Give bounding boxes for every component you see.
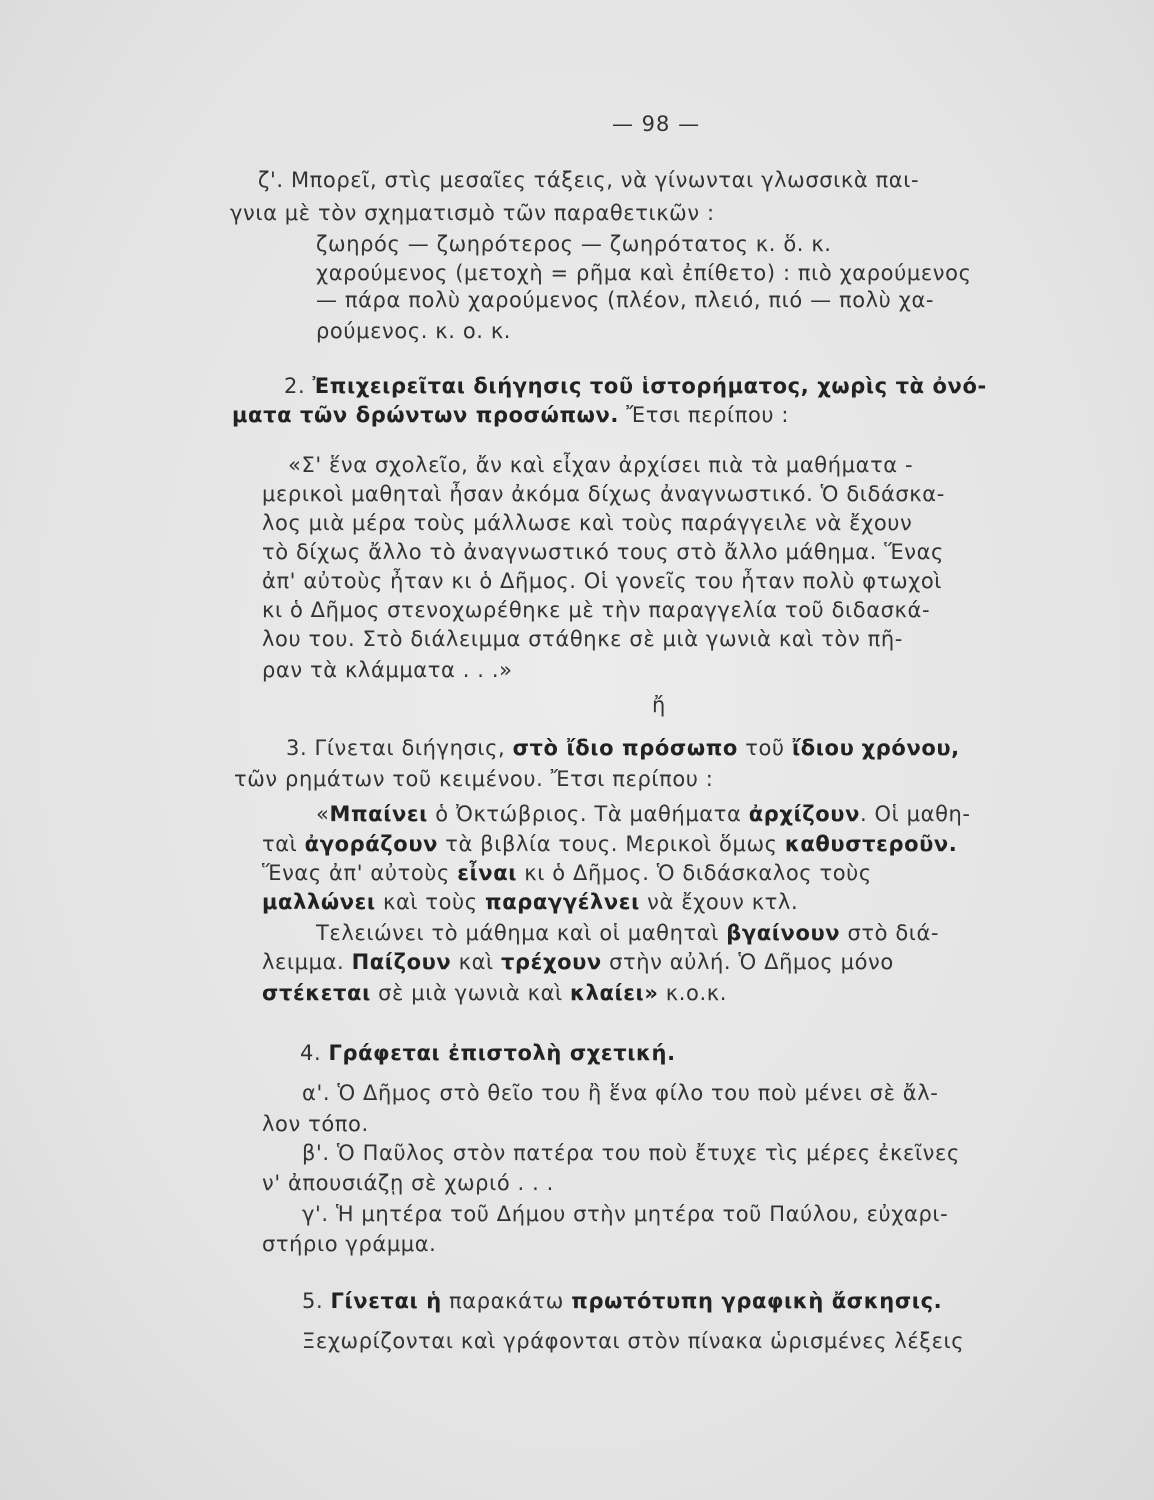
section-4-line-5: γ'. Ἡ μητέρα τοῦ Δήμου στὴν μητέρα τοῦ Παύλου, εὐχαρι- bbox=[302, 1202, 949, 1226]
section-4-number: 4. bbox=[300, 1041, 322, 1065]
q2-verb-2: καθυστεροῦν. bbox=[784, 832, 958, 856]
paragraph-zeta-line-5: — πάρα πολὺ χαρούμενος (πλέον, πλειό, πιό — πολὺ χα- bbox=[316, 288, 935, 312]
section-2-quote-line-3: λος μιὰ μέρα τοὺς μάλλωσε καὶ τοὺς παράγγειλε νὰ ἔχουν bbox=[262, 511, 913, 535]
q5-text-3: στὸ διά- bbox=[840, 921, 940, 945]
section-2-quote-line-5: ἀπ' αὐτοὺς ἦταν κι ὁ Δῆμος. Οἱ γονεῖς του ἦταν πολὺ φτωχοὶ bbox=[262, 569, 943, 593]
paragraph-zeta-line-6: ρούμενος. κ. ο. κ. bbox=[316, 319, 512, 343]
q3-verb: εἶναι bbox=[457, 861, 518, 885]
q1-verb-2: ἀρχίζουν bbox=[748, 802, 860, 826]
q4-text-2: νὰ ἔχουν κτλ. bbox=[639, 890, 799, 914]
q2-verb-1: ἀγοράζουν bbox=[304, 832, 439, 856]
q3-text-2: κι ὁ Δῆμος. Ὁ διδάσκαλος τοὺς bbox=[517, 861, 872, 885]
q6-text-2: καὶ bbox=[451, 950, 502, 974]
section-2-quote-line-1: «Σ' ἕνα σχολεῖο, ἄν καὶ εἶχαν ἀρχίσει πιὰ τὰ μαθήματα - bbox=[288, 453, 914, 477]
section-3-quote-line-1 bbox=[316, 804, 971, 825]
q7-text-1: σὲ μιὰ γωνιὰ καὶ bbox=[370, 981, 571, 1005]
section-3-line-1 bbox=[286, 738, 960, 759]
section-3-bold-3: χρόνου, bbox=[861, 736, 960, 760]
paragraph-zeta-line-2: γνια μὲ τὸν σχηματισμὸ τῶν παραθετικῶν : bbox=[230, 201, 715, 225]
section-4-line-2: λον τόπο. bbox=[262, 1112, 369, 1136]
section-2-heading-tail: Ἔτσι περίπου : bbox=[626, 403, 790, 427]
section-5-heading-bold-2: πρωτότυπη γραφικὴ ἄσκησις. bbox=[571, 1289, 943, 1313]
q4-verb-1: μαλλώνει bbox=[262, 890, 376, 914]
section-3-quote-line-6 bbox=[262, 952, 894, 973]
section-4-heading bbox=[300, 1043, 676, 1064]
q6-verb-2: τρέχουν bbox=[501, 950, 602, 974]
section-2-heading-bold-2: ματα τῶν δρώντων προσώπων. bbox=[232, 403, 619, 427]
q5-verb: βγαίνουν bbox=[726, 921, 841, 945]
section-4-line-3: β'. Ὁ Παῦλος στὸν πατέρα του ποὺ ἔτυχε τὶς μέρες ἐκεῖνες bbox=[302, 1141, 960, 1165]
q7-text-2: κ.ο.κ. bbox=[658, 981, 728, 1005]
q7-verb-1: στέκεται bbox=[262, 981, 371, 1005]
paragraph-zeta-line-3: ζωηρός — ζωηρότερος — ζωηρότατος κ. ὅ. κ. bbox=[316, 232, 832, 256]
section-3-quote-line-4 bbox=[262, 892, 798, 913]
q3-text-1: Ἕνας ἀπ' αὐτοὺς bbox=[262, 861, 458, 885]
q1-open: « bbox=[316, 802, 330, 826]
section-3-quote-line-2 bbox=[262, 834, 957, 855]
q4-text-1: καὶ τοὺς bbox=[375, 890, 486, 914]
q1-text-2: . Οἱ μαθη- bbox=[860, 802, 971, 826]
section-2-quote-line-7: λου του. Στὸ διάλειμμα στάθηκε σὲ μιὰ γωνιὰ καὶ τὸν πῆ- bbox=[262, 627, 903, 651]
section-3-bold-1: στὸ ἴδιο πρόσωπο bbox=[512, 736, 738, 760]
alternative-separator: ἤ bbox=[652, 693, 666, 717]
section-2-heading-bold-1: Ἐπιχειρεῖται διήγησις τοῦ ἱστορήματος, χωρὶς τὰ ὀνό- bbox=[312, 374, 987, 398]
section-4-line-6: στήριο γράμμα. bbox=[262, 1232, 437, 1256]
q1-verb-1: Μπαίνει bbox=[329, 802, 428, 826]
section-5-heading-mid: παρακάτω bbox=[449, 1289, 564, 1313]
q7-verb-2: κλαίει» bbox=[570, 981, 659, 1005]
section-5-line-2: Ξεχωρίζονται καὶ γράφονται στὸν πίνακα ὡρισμένες λέξεις bbox=[302, 1329, 965, 1353]
q5-text-2: τὸ μάθημα καὶ οἱ μαθηταὶ bbox=[424, 921, 727, 945]
section-2-quote-line-8: ραν τὰ κλάμματα . . .» bbox=[262, 658, 513, 682]
section-3-quote-line-3 bbox=[262, 863, 872, 884]
section-3-lead: Γίνεται διήγησις, bbox=[314, 736, 506, 760]
q6-verb-1: Παίζουν bbox=[351, 950, 452, 974]
section-5-number: 5. bbox=[302, 1289, 324, 1313]
section-2-heading-line-1 bbox=[284, 376, 987, 397]
page-number: — 98 — bbox=[612, 112, 701, 136]
section-2-quote-line-2: μερικοὶ μαθηταὶ ἦσαν ἀκόμα δίχως ἀναγνωστικό. Ὁ διδάσκα- bbox=[262, 482, 945, 506]
section-5-heading-bold-1: Γίνεται ἡ bbox=[330, 1289, 442, 1313]
section-3-bold-2: ἴδιου bbox=[791, 736, 855, 760]
section-2-quote-line-4: τὸ δίχως ἄλλο τὸ ἀναγνωστικό τους στὸ ἄλλο μάθημα. Ἕνας bbox=[262, 540, 944, 564]
section-2-quote-line-6: κι ὁ Δῆμος στενοχωρέθηκε μὲ τὴν παραγγελία τοῦ διδασκά- bbox=[262, 598, 931, 622]
q6-text-3: στὴν αὐλή. Ὁ Δῆμος μόνο bbox=[601, 950, 894, 974]
section-2-number: 2. bbox=[284, 374, 306, 398]
section-4-heading-text: Γράφεται ἐπιστολὴ σχετική. bbox=[328, 1041, 676, 1065]
q5-text-1: Τελειώνει bbox=[316, 921, 425, 945]
section-2-heading-line-2 bbox=[232, 405, 789, 426]
section-5-heading bbox=[302, 1291, 942, 1312]
section-4-line-1: α'. Ὁ Δῆμος στὸ θεῖο του ἢ ἕνα φίλο του ποὺ μένει σὲ ἄλ- bbox=[302, 1081, 939, 1105]
q6-text-1: λειμμα. bbox=[262, 950, 352, 974]
section-4-line-4: ν' ἀπουσιάζῃ σὲ χωριό . . . bbox=[262, 1171, 554, 1195]
q2-text-2: τὰ βιβλία τους. Μερικοὶ ὅμως bbox=[438, 832, 785, 856]
paragraph-zeta-line-1: ζ'. Μπορεῖ, στὶς μεσαῖες τάξεις, νὰ γίνωνται γλωσσικὰ παι- bbox=[258, 168, 920, 192]
section-3-quote-line-7 bbox=[262, 983, 727, 1004]
q2-text-1: ταὶ bbox=[262, 832, 305, 856]
section-3-line-2: τῶν ρημάτων τοῦ κειμένου. Ἔτσι περίπου : bbox=[234, 767, 714, 791]
section-3-number: 3. bbox=[286, 736, 308, 760]
section-3-mid: τοῦ bbox=[745, 736, 785, 760]
q1-text-1: ὁ Ὀκτώβριος. Τὰ μαθήματα bbox=[427, 802, 749, 826]
q4-verb-2: παραγγέλνει bbox=[485, 890, 640, 914]
paragraph-zeta-line-4: χαρούμενος (μετοχὴ = ρῆμα καὶ ἐπίθετο) : πιὸ χαρούμενος bbox=[316, 261, 972, 285]
section-3-quote-line-5 bbox=[316, 923, 939, 944]
